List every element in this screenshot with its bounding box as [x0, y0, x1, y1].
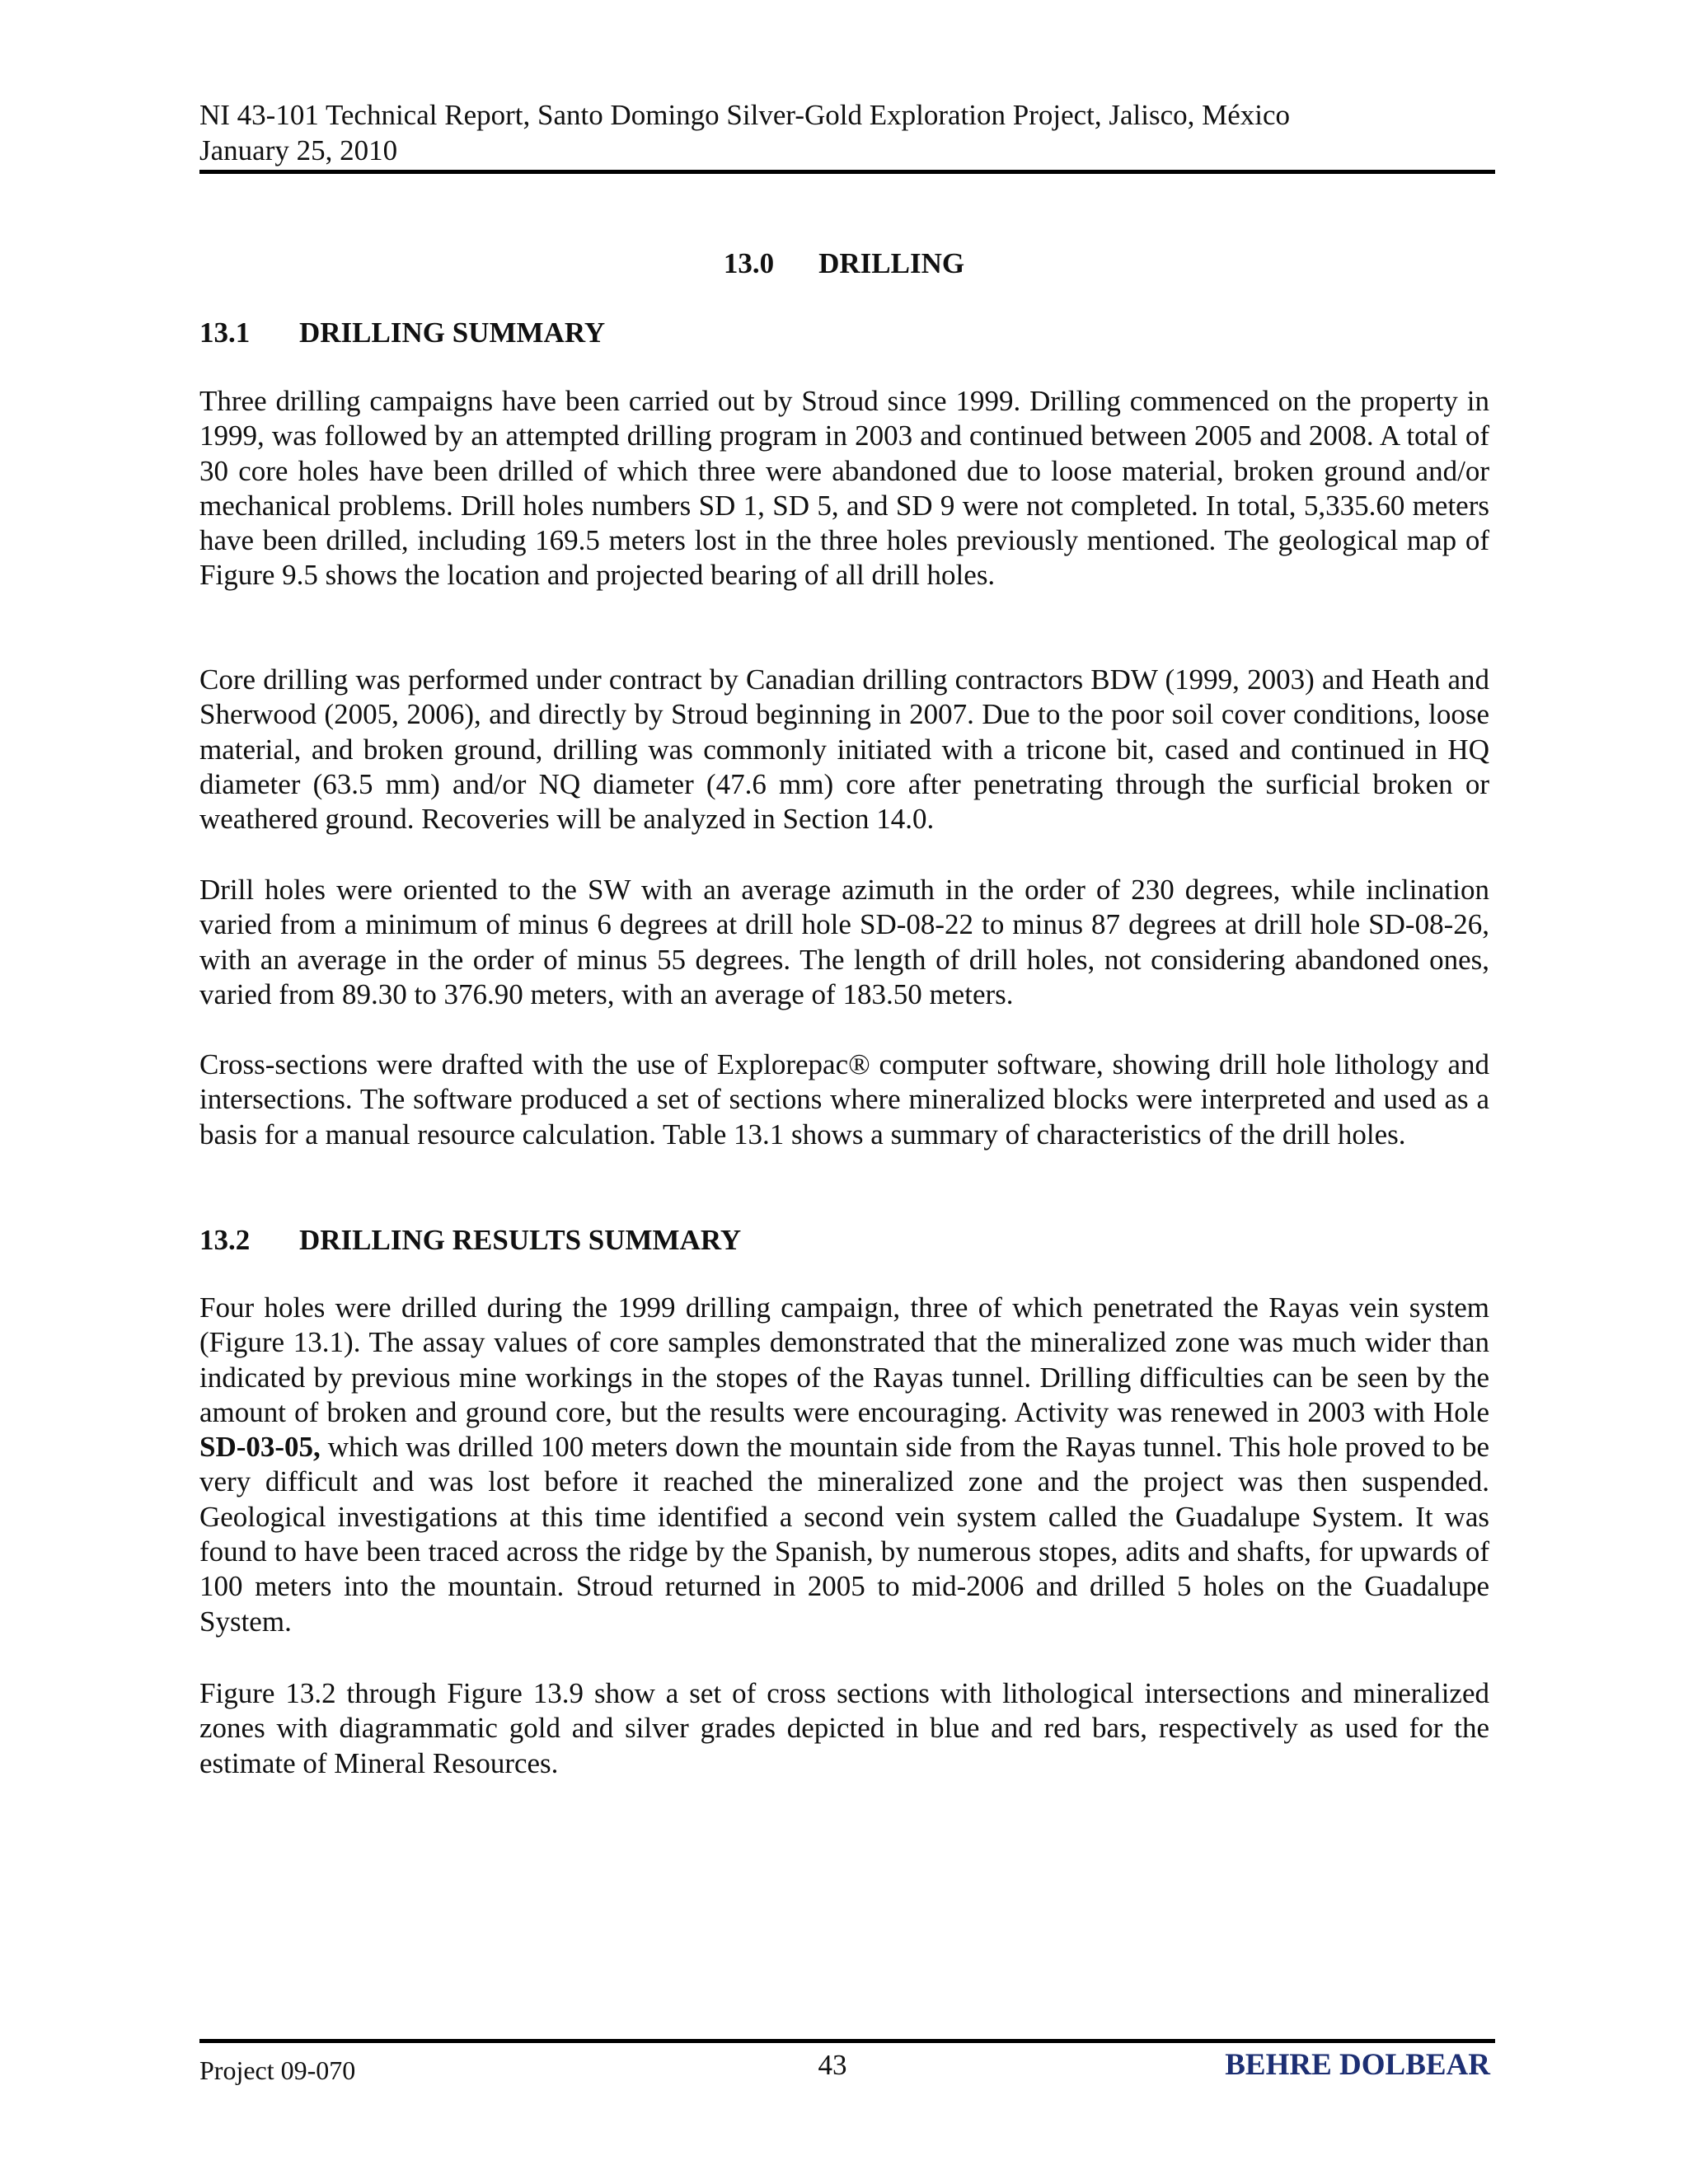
paragraph: Drill holes were oriented to the SW with an average azimuth in the order of 230 degrees, while inclination varied from a minimum of minus 6 degrees at drill hole SD-08-22 to minus 87 degrees at drill hole SD-08-26, with an average in the order of minus 55 degrees. The length of drill holes, not considering abandoned ones, varied from 89.30 to 376.90 meters, with an average of 183.50 meters.: [199, 874, 1489, 1010]
paragraph: Cross-sections were drafted with the use of Explorepac® computer software, showing drill hole lithology and intersections. The software produced a set of sections where mineralized blocks were interpreted and used as a basis for a manual resource calculation. Table 13.1 shows a summary of characteristics of the drill holes.: [199, 1048, 1489, 1151]
paragraph: [199, 1291, 1489, 1639]
page-number: 43: [818, 2049, 847, 2081]
page-header: [199, 97, 1495, 168]
project-number: Project 09-070: [199, 2055, 356, 2085]
paragraph: Figure 13.2 through Figure 13.9 show a set of cross sections with lithological intersections and mineralized zones with diagrammatic gold and silver grades depicted in blue and red bars, respectively as used for the estimate of Mineral Resources.: [199, 1677, 1489, 1779]
report-title: NI 43-101 Technical Report, Santo Domingo Silver-Gold Exploration Project, Jalisco, México: [199, 99, 1291, 131]
section-number: 13.2: [199, 1224, 251, 1256]
chapter-title: [0, 246, 1688, 282]
section-heading-13-2: [199, 1222, 741, 1258]
section-title: DRILLING SUMMARY: [299, 316, 606, 349]
footer-divider: [199, 2039, 1495, 2043]
chapter-number: 13.0: [723, 247, 775, 279]
paragraph: Three drilling campaigns have been carried out by Stroud since 1999. Drilling commenced on the property in 1999, was followed by an attempted drilling program in 2003 and continued between 2005 and 2008. A total of 30 core holes have been drilled of which three were abandoned due to loose material, broken ground and/or mechanical problems. Drill holes numbers SD 1, SD 5, and SD 9 were not completed. In total, 5,335.60 meters have been drilled, including 169.5 meters lost in the three holes previously mentioned. The geological map of Figure 9.5 shows the location and projected bearing of all drill holes.: [199, 385, 1489, 592]
header-divider: [199, 170, 1495, 174]
section-heading-13-1: [199, 315, 605, 351]
chapter-name: DRILLING: [818, 247, 965, 279]
paragraph: Core drilling was performed under contract by Canadian drilling contractors BDW (1999, 2003) and Heath and Sherwood (2005, 2006), and directly by Stroud beginning in 2007. Due to the poor soil cover conditions, loose material, and broken ground, drilling was commonly initiated with a tricone bit, cased and continued in HQ diameter (63.5 mm) and/or NQ diameter (47.6 mm) core after penetrating through the surficial broken or weathered ground. Recoveries will be analyzed in Section 14.0.: [199, 663, 1489, 836]
paragraph-text: Four holes were drilled during the 1999 drilling campaign, three of which penetrated the Rayas vein system (Figure 13.1). The assay values of core samples demonstrated that the mineralized zone was much wider than indicated by previous mine workings in the stopes of the Rayas tunnel. Drilling difficulties can be seen by the amount of broken and ground core, but the results were encouraging. Activity was renewed in 2003 with Hole: [199, 1291, 1489, 1428]
report-date: January 25, 2010: [199, 134, 398, 166]
paragraph-text: which was drilled 100 meters down the mountain side from the Rayas tunnel. This hole proved to be very difficult and was lost before it reached the mineralized zone and the project was then suspended. Geological investigations at this time identified a second vein system called the Guadalupe System. It was found to have been traced across the ridge by the Spanish, by numerous stopes, adits and shafts, for upwards of 100 meters into the mountain. Stroud returned in 2005 to mid-2006 and drilled 5 holes on the Guadalupe System.: [199, 1431, 1489, 1638]
hole-id-bold: SD-03-05,: [199, 1431, 321, 1464]
section-title: DRILLING RESULTS SUMMARY: [299, 1224, 742, 1256]
section-number: 13.1: [199, 316, 251, 349]
company-name: BEHRE DOLBEAR: [1225, 2048, 1490, 2082]
